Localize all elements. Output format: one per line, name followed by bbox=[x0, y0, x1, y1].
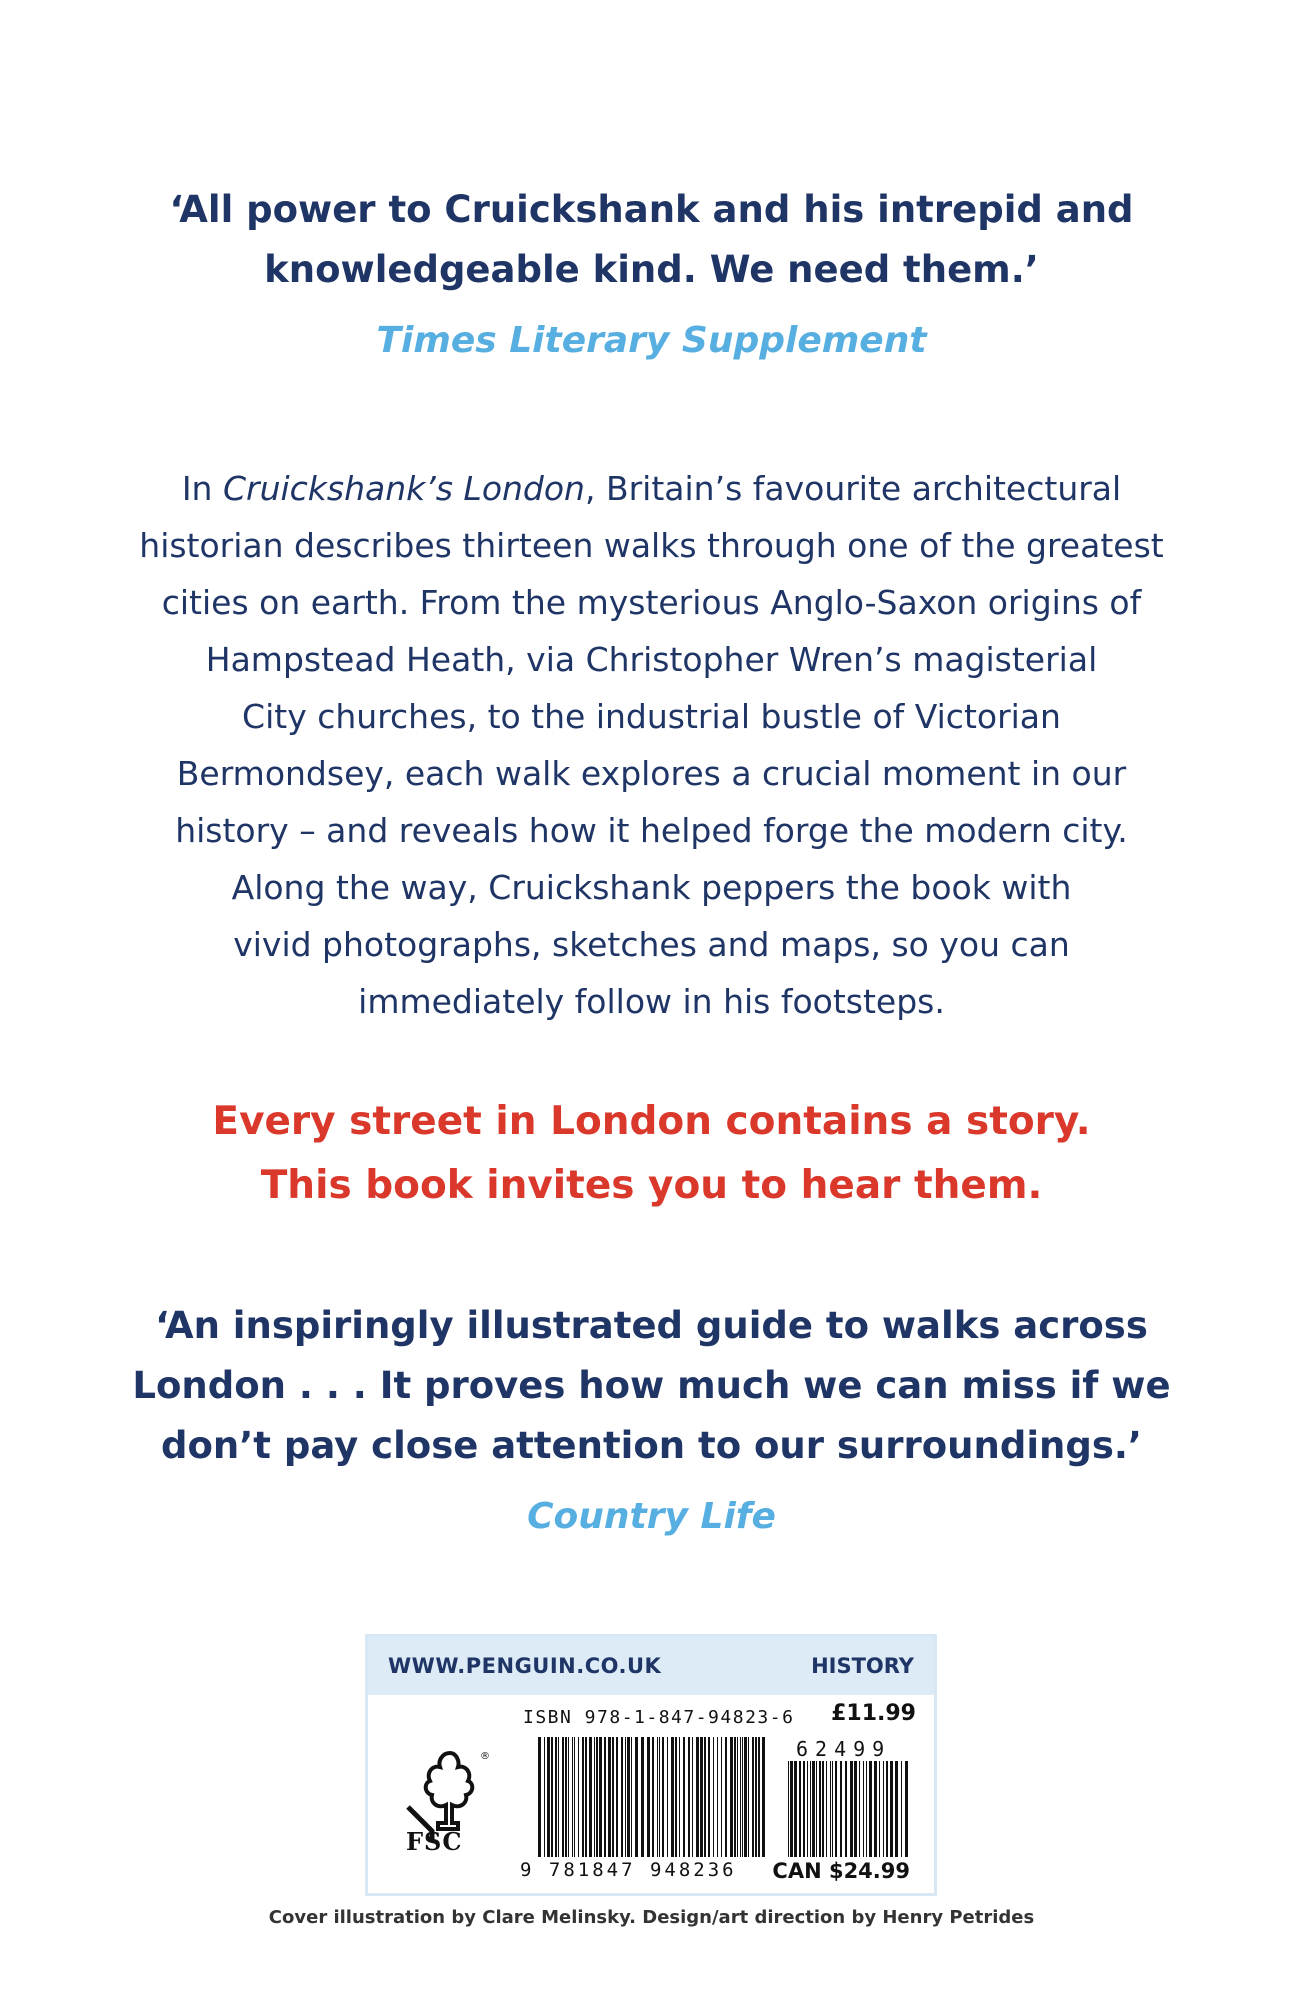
barcode-bar bbox=[572, 1737, 573, 1857]
quote-bottom-line-2: London . . . It proves how much we can miss if we bbox=[132, 1364, 1171, 1407]
barcode-bar bbox=[662, 1737, 664, 1857]
barcode-bar bbox=[574, 1737, 575, 1857]
quote-top bbox=[120, 180, 1183, 300]
price-code: 62499 bbox=[796, 1737, 892, 1761]
barcode-bar bbox=[625, 1737, 626, 1857]
price-barcode bbox=[788, 1761, 908, 1857]
barcode-bar bbox=[652, 1737, 654, 1857]
barcode-bar bbox=[886, 1761, 888, 1857]
barcode-bar bbox=[713, 1737, 714, 1857]
blurb-line-2: historian describes thirteen walks through one of the greatest bbox=[139, 526, 1164, 565]
cover-credits: Cover illustration by Clare Melinsky. Design/art direction by Henry Petrides bbox=[268, 1907, 1035, 1928]
blurb-line-6: Bermondsey, each walk explores a crucial moment in our bbox=[176, 754, 1127, 793]
barcode-bar bbox=[582, 1737, 584, 1857]
barcode-bar bbox=[830, 1761, 831, 1857]
barcode-bar bbox=[812, 1761, 815, 1857]
barcode-bar bbox=[555, 1737, 557, 1857]
barcode-bar bbox=[788, 1761, 789, 1857]
barcode-bar bbox=[758, 1737, 760, 1857]
barcode-bar bbox=[721, 1737, 722, 1857]
book-title: Cruickshank’s London bbox=[222, 469, 585, 508]
barcode-bar bbox=[816, 1761, 817, 1857]
barcode-bar bbox=[863, 1761, 864, 1857]
barcode-panel-header bbox=[368, 1637, 934, 1695]
barcode-bar bbox=[740, 1737, 741, 1857]
isbn-barcode bbox=[538, 1737, 766, 1857]
barcode-bar bbox=[647, 1737, 650, 1857]
blurb-line-1: In Cruickshank’s London, Britain’s favourite architectural bbox=[181, 469, 1122, 508]
barcode-bar bbox=[538, 1737, 541, 1857]
barcode-bar bbox=[803, 1761, 805, 1857]
barcode-bar bbox=[790, 1761, 793, 1857]
barcode-bar bbox=[799, 1761, 801, 1857]
barcode-bar bbox=[717, 1737, 718, 1857]
barcode-bar bbox=[659, 1737, 660, 1857]
barcode-bar bbox=[869, 1761, 872, 1857]
barcode-bar bbox=[700, 1737, 703, 1857]
barcode-bar bbox=[692, 1737, 693, 1857]
barcode-bar bbox=[562, 1737, 564, 1857]
blurb-text bbox=[110, 460, 1193, 1030]
barcode-bar bbox=[599, 1737, 602, 1857]
barcode-bar bbox=[585, 1737, 587, 1857]
blurb-line-10: immediately follow in his footsteps. bbox=[358, 982, 945, 1021]
blurb-line-3: cities on earth. From the mysterious Anglo-Saxon origins of bbox=[161, 583, 1142, 622]
barcode-bar bbox=[826, 1761, 827, 1857]
blurb-line-5: City churches, to the industrial bustle of Victorian bbox=[242, 697, 1061, 736]
barcode-bar bbox=[840, 1761, 842, 1857]
barcode-bar bbox=[551, 1737, 553, 1857]
barcode-bar bbox=[616, 1737, 618, 1857]
barcode-bar bbox=[835, 1761, 837, 1857]
barcode-bar bbox=[859, 1761, 860, 1857]
barcode-bar bbox=[832, 1761, 833, 1857]
barcode-bar bbox=[752, 1737, 754, 1857]
barcode-bar bbox=[742, 1737, 743, 1857]
barcode-bar bbox=[819, 1761, 821, 1857]
barcode-bar bbox=[688, 1737, 690, 1857]
barcode-bar bbox=[810, 1761, 811, 1857]
blurb-line-9: vivid photographs, sketches and maps, so you can bbox=[233, 925, 1070, 964]
barcode-bar bbox=[547, 1737, 550, 1857]
barcode-bar bbox=[708, 1737, 710, 1857]
publisher-url: WWW.PENGUIN.CO.UK bbox=[388, 1654, 662, 1678]
barcode-bar bbox=[671, 1737, 674, 1857]
barcode-bar bbox=[667, 1737, 668, 1857]
barcode-bar bbox=[704, 1737, 706, 1857]
barcode-bar bbox=[850, 1761, 853, 1857]
barcode-bar bbox=[762, 1737, 765, 1857]
barcode-bar bbox=[578, 1737, 579, 1857]
barcode-bar bbox=[589, 1737, 592, 1857]
barcode-bar bbox=[608, 1737, 611, 1857]
barcode-bar bbox=[675, 1737, 677, 1857]
quote-bottom-line-1: ‘An inspiringly illustrated guide to walks across bbox=[155, 1304, 1148, 1347]
barcode-bar bbox=[627, 1737, 630, 1857]
uk-price: £11.99 bbox=[831, 1701, 916, 1726]
barcode-bar bbox=[866, 1761, 867, 1857]
barcode-bar bbox=[879, 1761, 880, 1857]
blurb-line-8: Along the way, Cruickshank peppers the book with bbox=[231, 868, 1072, 907]
barcode-bar bbox=[621, 1737, 623, 1857]
tagline-line-1: Every street in London contains a story. bbox=[212, 1099, 1091, 1144]
barcode-bar bbox=[596, 1737, 598, 1857]
barcode-bar bbox=[854, 1761, 857, 1857]
barcode-bar bbox=[895, 1761, 898, 1857]
barcode-bar bbox=[845, 1761, 847, 1857]
barcode-bar bbox=[901, 1761, 902, 1857]
barcode-bar bbox=[748, 1737, 749, 1857]
barcode-bar bbox=[612, 1737, 614, 1857]
barcode-bar bbox=[604, 1737, 606, 1857]
barcode-bar bbox=[807, 1761, 808, 1857]
quote-top-line-1: ‘All power to Cruickshank and his intrepid and bbox=[169, 188, 1134, 231]
barcode-bar bbox=[565, 1737, 567, 1857]
quote-bottom-line-3: don’t pay close attention to our surroundings.’ bbox=[161, 1424, 1142, 1467]
barcode-panel bbox=[365, 1634, 937, 1896]
barcode-bar bbox=[594, 1737, 595, 1857]
barcode-bar bbox=[890, 1761, 893, 1857]
barcode-bar bbox=[558, 1737, 559, 1857]
barcode-bar bbox=[631, 1737, 632, 1857]
barcode-bar bbox=[544, 1737, 545, 1857]
barcode-bar bbox=[725, 1737, 727, 1857]
barcode-bar bbox=[905, 1761, 908, 1857]
barcode-bar bbox=[641, 1737, 644, 1857]
barcode-bar bbox=[730, 1737, 733, 1857]
fsc-label: FSC bbox=[406, 1827, 463, 1856]
barcode-bar bbox=[744, 1737, 747, 1857]
svg-text:®: ® bbox=[480, 1751, 490, 1762]
blurb-line-4: Hampstead Heath, via Christopher Wren’s magisterial bbox=[205, 640, 1098, 679]
can-price: CAN $24.99 bbox=[772, 1859, 910, 1883]
barcode-bar bbox=[734, 1737, 736, 1857]
quote-bottom bbox=[120, 1296, 1183, 1476]
quote-bottom-source: Country Life bbox=[527, 1496, 776, 1537]
isbn-text: ISBN 978-1-847-94823-6 bbox=[523, 1707, 795, 1728]
barcode-bar bbox=[883, 1761, 884, 1857]
tagline bbox=[120, 1090, 1183, 1218]
barcode-bar bbox=[737, 1737, 738, 1857]
quote-top-line-2: knowledgeable kind. We need them.’ bbox=[264, 248, 1039, 291]
barcode-bar bbox=[679, 1737, 680, 1857]
barcode-digits: 9 781847 948236 bbox=[520, 1859, 737, 1881]
barcode-bar bbox=[683, 1737, 685, 1857]
barcode-bar bbox=[874, 1761, 877, 1857]
tagline-line-2: This book invites you to hear them. bbox=[260, 1163, 1043, 1208]
category-label: HISTORY bbox=[811, 1654, 914, 1678]
barcode-bar bbox=[822, 1761, 824, 1857]
barcode-bar bbox=[657, 1737, 658, 1857]
barcode-bar bbox=[794, 1761, 797, 1857]
quote-top-source: Times Literary Supplement bbox=[376, 320, 927, 361]
barcode-bar bbox=[568, 1737, 569, 1857]
barcode-bar bbox=[755, 1737, 757, 1857]
blurb-line-7: history – and reveals how it helped forge the modern city. bbox=[175, 811, 1128, 850]
barcode-bar bbox=[696, 1737, 699, 1857]
barcode-bar bbox=[635, 1737, 638, 1857]
